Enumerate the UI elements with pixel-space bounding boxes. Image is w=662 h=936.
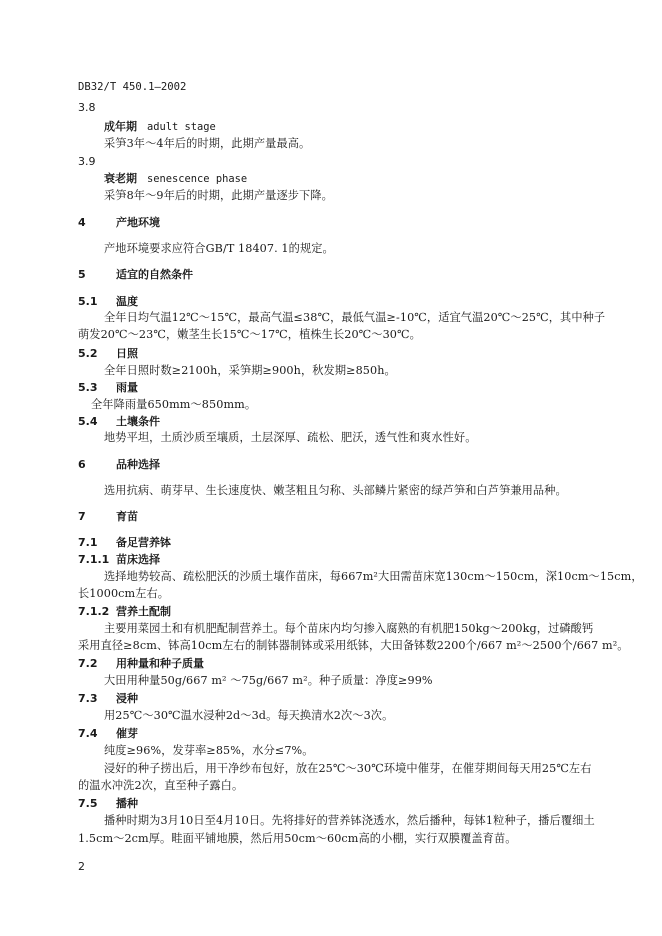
section-title: 播种 [116,797,138,810]
paragraph: 用25℃～30℃温水浸种2d～3d。每天换清水2次～3次。 [104,709,394,722]
paragraph-line: 纯度≥96%，发芽率≥85%，水分≤7%。 [104,744,314,757]
section-title: 温度 [116,295,138,308]
term-en: senescence phase [147,173,248,185]
term-cn: 成年期 [104,120,137,133]
paragraph-line: 的温水冲洗2次，直至种子露白。 [78,779,244,792]
section-number: 5.3 [78,381,98,394]
subsection-heading [78,415,160,429]
section-title: 浸种 [116,692,138,705]
section-number: 7.1 [78,536,98,549]
section-number: 7.4 [78,727,98,740]
subsection-heading [78,347,138,361]
term-en: adult stage [147,121,216,133]
term-number: 3.9 [78,155,96,168]
section-title: 产地环境 [116,216,160,229]
term-title [104,120,216,134]
section-number: 7.1.1 [78,553,110,566]
subsection-heading [78,797,138,811]
section-title: 营养土配制 [116,605,171,618]
term-definition: 采笋3年～4年后的时期，此期产量最高。 [104,137,311,150]
section-title: 育苗 [116,510,138,523]
section-number: 5.2 [78,347,98,360]
section-heading [78,268,193,282]
subsection-heading [78,295,138,309]
standard-code: DB32/T 450.1—2002 [78,81,187,93]
paragraph: 大田用种量50g/667 m² ～75g/667 m²。种子质量：净度≥99% [104,674,433,687]
paragraph-line: 1.5cm～2cm厚。畦面平铺地膜，然后用50cm～60cm高的小棚，实行双膜覆盖育苗。 [78,832,517,845]
section-heading [78,458,160,472]
subsection-heading [78,727,138,741]
subsection-heading [78,381,138,395]
term-title [104,172,247,186]
section-number: 7.1.2 [78,605,110,618]
paragraph-line: 主要用菜园土和有机肥配制营养土。每个苗床内均匀掺入腐熟的有机肥150kg～200kg，过磷酸钙 [104,622,594,635]
paragraph: 选用抗病、萌芽早、生长速度快、嫩茎粗且匀称、头部鳞片紧密的绿芦笋和白芦笋兼用品种。 [104,484,567,497]
section-title: 催芽 [116,727,138,740]
term-cn: 衰老期 [104,172,137,185]
section-number: 5.1 [78,295,98,308]
section-number: 6 [78,458,86,471]
subsection-heading [78,536,171,550]
paragraph-line: 浸好的种子捞出后，用干净纱布包好，放在25℃～30℃环境中催芽，在催芽期间每天用25℃左右 [104,762,592,775]
section-title: 备足营养钵 [116,536,171,549]
page-number: 2 [78,860,85,873]
section-title: 日照 [116,347,138,360]
paragraph: 全年降雨量650mm～850mm。 [91,398,257,411]
term-definition: 采笋8年～9年后的时期，此期产量逐步下降。 [104,189,333,202]
subsection-heading [78,553,160,567]
section-heading [78,510,138,524]
paragraph-line: 选择地势较高、疏松肥沃的沙质土壤作苗床，每667m²大田需苗床宽130cm～150cm，深10cm～15cm， [104,570,643,583]
paragraph-line: 播种时期为3月10日至4月10日。先将排好的营养钵浇透水，然后播种，每钵1粒种子，播后覆细土 [104,814,595,827]
subsection-heading [78,605,171,619]
subsection-heading [78,692,138,706]
paragraph-line: 全年日均气温12℃～15℃，最高气温≤38℃，最低气温≥-10℃，适宜气温20℃～25℃，其中种子 [104,311,606,324]
section-heading [78,216,160,230]
paragraph: 地势平坦，土质沙质至壤质，土层深厚、疏松、肥沃，透气性和爽水性好。 [104,431,477,444]
section-title: 苗床选择 [116,553,160,566]
paragraph: 全年日照时数≥2100h，采笋期≥900h，秋发期≥850h。 [104,364,396,377]
section-title: 品种选择 [116,458,160,471]
paragraph-line: 采用直径≥8cm、钵高10cm左右的制钵器制钵或采用纸钵，大田备钵数2200个/667 m²～2500个/667 m²。 [78,639,629,652]
paragraph: 产地环境要求应符合GB/T 18407. 1的规定。 [104,242,334,255]
section-number: 7.2 [78,657,98,670]
section-title: 雨量 [116,381,138,394]
section-title: 用种量和种子质量 [116,657,204,670]
section-number: 4 [78,216,86,229]
subsection-heading [78,657,204,671]
paragraph-line: 萌发20℃～23℃，嫩茎生长15℃～17℃，植株生长20℃～30℃。 [78,328,421,341]
section-number: 7 [78,510,86,523]
section-number: 5.4 [78,415,98,428]
section-number: 7.5 [78,797,98,810]
section-title: 土壤条件 [116,415,160,428]
section-number: 5 [78,268,86,281]
section-title: 适宜的自然条件 [116,268,193,281]
paragraph-line: 长1000cm左右。 [78,587,170,600]
term-number: 3.8 [78,101,96,114]
section-number: 7.3 [78,692,98,705]
